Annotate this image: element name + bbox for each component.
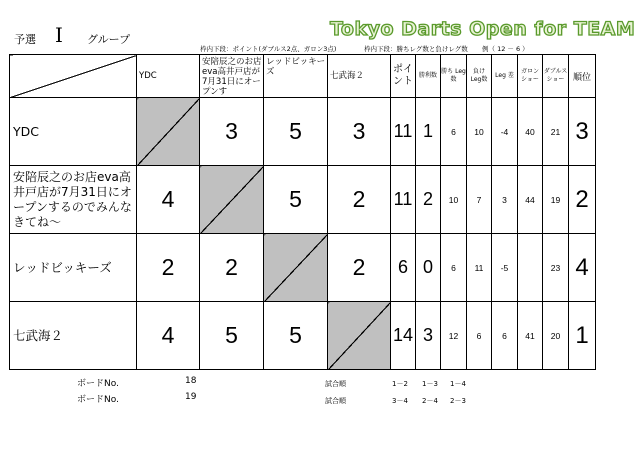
legs-won-value: 12 (441, 302, 467, 370)
match-order: 1－4 (450, 380, 466, 388)
row-team-name: 七武海２ (10, 302, 137, 370)
leg-diff-value: 6 (492, 302, 518, 370)
col-gallon: ガロン ショー (518, 55, 543, 98)
wins-value: 0 (416, 234, 441, 302)
note-legs: 枠内下段：勝ちレグ数と負けレグ数 (364, 45, 468, 53)
doubles-value: 19 (543, 166, 569, 234)
gallon-value: 44 (518, 166, 543, 234)
legs-won-value: 6 (441, 234, 467, 302)
match-score: 5 (264, 166, 328, 234)
wins-value: 1 (416, 98, 441, 166)
board-label-1: ボードNo. (77, 379, 119, 389)
table-row (10, 166, 596, 234)
gallon-value: 41 (518, 302, 543, 370)
col-team-3: レッドビッキーズ (264, 55, 328, 98)
self-match-cell (328, 302, 391, 370)
self-match-cell (264, 234, 328, 302)
match-score: 2 (137, 234, 200, 302)
leg-diff-value: 3 (492, 166, 518, 234)
col-point: ポイント (391, 55, 416, 98)
self-match-cell (137, 98, 200, 166)
col-team-2: 安陪辰之のお店eva高井戸店が7月31日にオープンす (200, 55, 264, 98)
col-legs-lost: 負け Leg数 (467, 55, 492, 98)
group-number: I (55, 23, 63, 47)
header-row (10, 55, 596, 98)
row-team-name: 安陪辰之のお店eva高井戸店が7月31日にオープンするのでみんなきてね～ (10, 166, 137, 234)
legs-lost-value: 11 (467, 234, 492, 302)
col-doubles: ダブルス ショー (543, 55, 569, 98)
points-value: 11 (391, 166, 416, 234)
col-leg-diff: Leg 差 (492, 55, 518, 98)
self-match-cell (200, 166, 264, 234)
match-score: 2 (200, 234, 264, 302)
match-score: 5 (264, 302, 328, 370)
match-score: 5 (264, 98, 328, 166)
match-score: 4 (137, 166, 200, 234)
match-order: 2－4 (422, 397, 438, 405)
match-score: 2 (328, 166, 391, 234)
match-order: 2－3 (450, 397, 466, 405)
gallon-value: 40 (518, 98, 543, 166)
note-points: 枠内下段：ポイント(ダブルス2点、ガロン3点) (200, 45, 337, 53)
doubles-value: 21 (543, 98, 569, 166)
doubles-value: 20 (543, 302, 569, 370)
table-row (10, 234, 596, 302)
wins-value: 2 (416, 166, 441, 234)
event-title: Tokyo Darts Open for TEAM (330, 18, 636, 40)
board-number-2: 19 (185, 392, 197, 402)
points-value: 14 (391, 302, 416, 370)
match-score: 3 (200, 98, 264, 166)
board-label-2: ボードNo. (77, 395, 119, 405)
note-example: 例（ 12 － 6 ） (482, 45, 529, 53)
points-value: 11 (391, 98, 416, 166)
legs-won-value: 6 (441, 98, 467, 166)
match-order-label-2: 試合順 (325, 397, 346, 405)
match-score: 4 (137, 302, 200, 370)
qualifier-label: 予選 (14, 33, 36, 46)
row-team-name: YDC (10, 98, 137, 166)
legs-lost-value: 6 (467, 302, 492, 370)
doubles-value: 23 (543, 234, 569, 302)
rank-value: 1 (569, 302, 596, 370)
rank-value: 2 (569, 166, 596, 234)
round-robin-table (9, 54, 596, 370)
group-label: グループ (87, 33, 131, 46)
col-team-1: YDC (137, 55, 200, 98)
match-score: 5 (200, 302, 264, 370)
match-order-label-1: 試合順 (325, 380, 346, 388)
corner-cell (10, 55, 137, 98)
match-score: 2 (328, 234, 391, 302)
legs-lost-value: 10 (467, 98, 492, 166)
board-number-1: 18 (185, 376, 197, 386)
table-row (10, 98, 596, 166)
match-order: 1－3 (422, 380, 438, 388)
match-order: 3－4 (392, 397, 408, 405)
leg-diff-value: -4 (492, 98, 518, 166)
legs-lost-value: 7 (467, 166, 492, 234)
col-rank: 順位 (569, 55, 596, 98)
col-wins: 勝利数 (416, 55, 441, 98)
wins-value: 3 (416, 302, 441, 370)
points-value: 6 (391, 234, 416, 302)
legs-won-value: 10 (441, 166, 467, 234)
rank-value: 4 (569, 234, 596, 302)
col-team-4: 七武海２ (328, 55, 391, 98)
rank-value: 3 (569, 98, 596, 166)
match-score: 3 (328, 98, 391, 166)
row-team-name: レッドビッキーズ (10, 234, 137, 302)
leg-diff-value: -5 (492, 234, 518, 302)
table-row (10, 302, 596, 370)
gallon-value (518, 234, 543, 302)
match-order: 1－2 (392, 380, 408, 388)
col-legs-won: 勝ち Leg数 (441, 55, 467, 98)
